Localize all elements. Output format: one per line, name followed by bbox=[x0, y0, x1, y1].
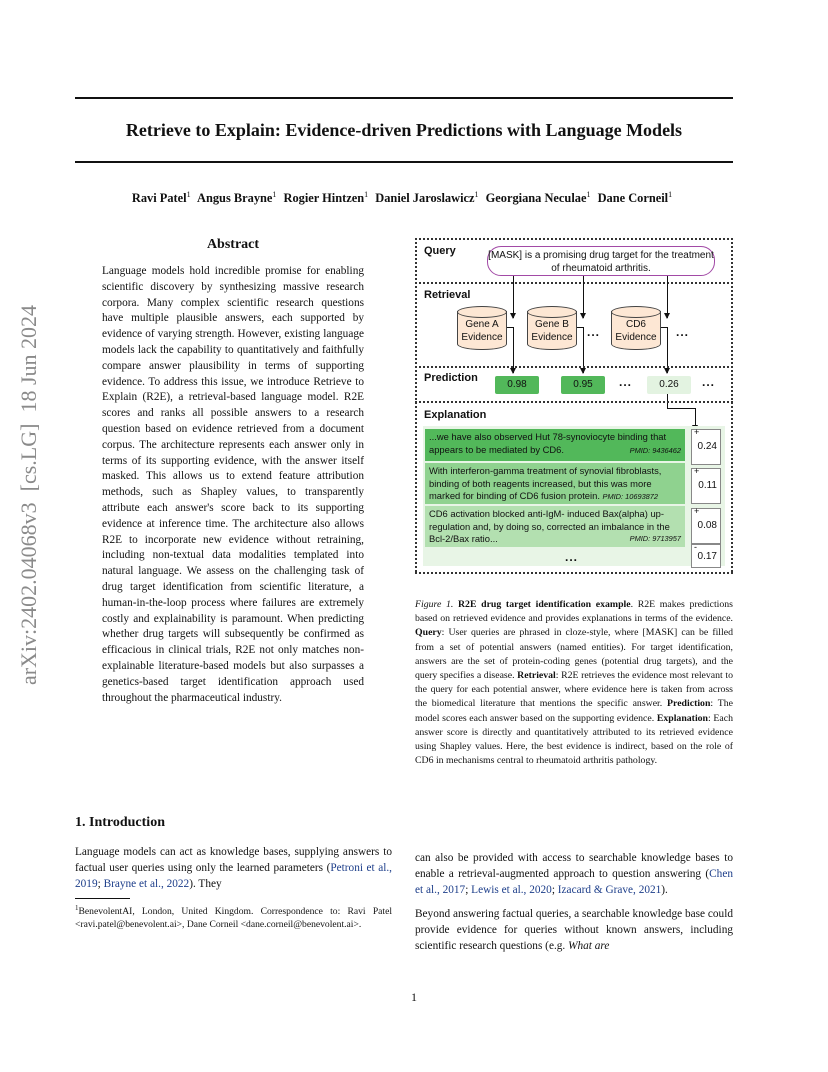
prediction-score-cd6: 0.26 bbox=[647, 376, 691, 394]
score-sign: + bbox=[694, 506, 700, 516]
score-value: 0.24 bbox=[697, 441, 717, 452]
prediction-divider bbox=[415, 401, 733, 403]
affiliation-mark: 1 bbox=[186, 190, 191, 199]
figure-border-left bbox=[415, 238, 417, 572]
section-heading: 1. Introduction bbox=[75, 815, 165, 830]
footnote bbox=[75, 902, 392, 931]
author: Angus Brayne bbox=[197, 191, 273, 206]
evidence-store-label: Gene A Evidence bbox=[461, 319, 503, 343]
prediction-ellipsis: ... bbox=[619, 375, 633, 389]
caption-term: Prediction bbox=[667, 698, 711, 710]
query-label: Query bbox=[424, 245, 456, 257]
arxiv-stamp bbox=[14, 260, 44, 730]
title-rule bbox=[75, 161, 733, 163]
citation-link[interactable]: Petroni et al., 2019 bbox=[75, 862, 392, 890]
caption-text: . R2E makes predictions based on retrieved evidence and provides explanations in terms of the evidence. bbox=[415, 599, 733, 625]
caption-text: : R2E retrieves the evidence most relevant to the query for each potential answer, where evidence here is taken from across the biomedical literature that mentions the specific answer. bbox=[415, 670, 733, 710]
author: Rogier Hintzen bbox=[283, 191, 365, 206]
shapley-score bbox=[691, 429, 721, 465]
shapley-score bbox=[691, 544, 721, 568]
evidence-store-cd6 bbox=[611, 306, 661, 350]
figure-1 bbox=[415, 236, 733, 578]
evidence-snippet bbox=[425, 506, 685, 547]
cylinder-top bbox=[457, 306, 507, 318]
score-value: 0.08 bbox=[697, 520, 717, 531]
paragraph: can also be provided with access to searchable knowledge bases to enable a retrieval-augmented approach to question answering (Chen et al., 2017; Lewis et al., 2020; Izacard & Grave, 2021). bbox=[415, 852, 733, 896]
paragraph bbox=[415, 906, 733, 954]
right-column-text bbox=[415, 850, 733, 962]
prediction-label: Prediction bbox=[424, 372, 478, 384]
evidence-snippet bbox=[425, 429, 685, 461]
pmid: PMID: 9436462 bbox=[629, 445, 681, 455]
caption-title: R2E drug target identification example bbox=[457, 599, 631, 610]
evidence-store-gene-b bbox=[527, 306, 577, 350]
figure-caption bbox=[415, 598, 733, 768]
query-arrow bbox=[583, 276, 584, 318]
caption-term: Explanation bbox=[656, 712, 709, 724]
author-list bbox=[75, 190, 733, 206]
evidence-text: CD6 activation blocked anti-IgM- induced Bax(alpha) up-regulation and, by doing so, corrected an imbalance in the Bcl-2/Bax ratio... bbox=[429, 508, 670, 545]
intro-paragraph bbox=[75, 844, 392, 892]
cylinder-top bbox=[611, 306, 661, 318]
author: Ravi Patel bbox=[131, 191, 187, 206]
pmid: PMID: 10693872 bbox=[602, 492, 659, 502]
evidence-snippet bbox=[425, 463, 685, 504]
score-sign: + bbox=[694, 427, 700, 437]
affiliation-mark: 1 bbox=[364, 190, 369, 199]
caption-term: Query bbox=[415, 627, 442, 639]
retrieval-ellipsis: ... bbox=[587, 325, 601, 339]
evidence-text: With interferon-gamma treatment of synovial fibroblasts, binding of both reagents increased, but this was more marked for binding of CD6 fusion protein. bbox=[429, 465, 662, 502]
paper-title: Retrieve to Explain: Evidence-driven Predictions with Language Models bbox=[125, 120, 683, 140]
retrieval-label: Retrieval bbox=[424, 289, 471, 301]
footnote-text: BenevolentAI, London, United Kingdom. Correspondence to: Ravi Patel <ravi.patel@benevolent.ai>, Dane Corneil <dane.corneil@benevolent.ai>. bbox=[75, 906, 392, 931]
caption-text: : Each answer score is directly and quantitatively attributed to its retrieved evidence using Shapley values. Here, the best evidence is indirect, based on the role of CD6 in mechanisms central to rheumatoid arthritis pathology. bbox=[415, 712, 733, 767]
prediction-score-gene-b: 0.95 bbox=[561, 376, 605, 394]
author: Dane Corneil bbox=[597, 191, 669, 206]
italic-text: What are bbox=[568, 940, 610, 952]
query-box: [MASK] is a promising drug target for the treatment of rheumatoid arthritis. bbox=[487, 246, 715, 276]
evidence-store-label: CD6 Evidence bbox=[615, 319, 657, 343]
prediction-score-gene-a: 0.98 bbox=[495, 376, 539, 394]
explanation-label: Explanation bbox=[424, 409, 487, 421]
score-sign: + bbox=[694, 466, 700, 476]
body-text: ). bbox=[661, 884, 668, 896]
citation-link[interactable]: Chen et al., 2017 bbox=[415, 868, 733, 896]
affiliation-mark: 1 bbox=[272, 190, 277, 199]
explanation-ellipsis: ... bbox=[565, 550, 579, 564]
citation-link[interactable]: Brayne et al., 2022 bbox=[103, 878, 190, 890]
abstract-heading: Abstract bbox=[206, 237, 260, 252]
prediction-ellipsis: ... bbox=[702, 375, 716, 389]
citation-link[interactable]: Lewis et al., 2020 bbox=[471, 884, 552, 896]
body-text: ). They bbox=[189, 878, 222, 890]
page-number: 1 bbox=[411, 990, 417, 1004]
evidence-store-gene-a bbox=[457, 306, 507, 350]
retrieval-divider bbox=[415, 366, 733, 368]
author: Daniel Jaroslawicz bbox=[375, 191, 475, 206]
top-rule bbox=[75, 97, 733, 99]
body-text: Beyond answering factual queries, a searchable knowledge base could provide evidence for queries without known answers, including scientific research questions (e.g. bbox=[415, 908, 733, 952]
score-value: 0.11 bbox=[698, 480, 717, 491]
body-text: ; bbox=[97, 878, 104, 890]
footnote-rule bbox=[75, 898, 130, 899]
figure-border-right bbox=[731, 238, 733, 572]
body-text: can also be provided with access to searchable knowledge bases to enable a retrieval-augmented approach to question answering ( bbox=[415, 852, 733, 880]
cylinder-top bbox=[527, 306, 577, 318]
citation-link[interactable]: Izacard & Grave, 2021 bbox=[557, 884, 662, 896]
query-divider bbox=[415, 282, 733, 284]
explanation-connector bbox=[667, 408, 695, 409]
affiliation-mark: 1 bbox=[474, 190, 479, 199]
shapley-score bbox=[691, 468, 721, 504]
evidence-text: ...we have also observed Hut 78-synoviocyte binding that appears to be mediated by CD6. bbox=[429, 431, 667, 455]
score-sign: - bbox=[694, 542, 697, 552]
evidence-store-label: Gene B Evidence bbox=[531, 319, 573, 343]
figure-border-bottom bbox=[415, 572, 733, 574]
shapley-score bbox=[691, 508, 721, 544]
footnote-marker: 1 bbox=[75, 904, 79, 912]
body-text: Language models can act as knowledge bases, supplying answers to factual user queries using only the learned parameters ( bbox=[75, 846, 392, 874]
query-arrow bbox=[667, 276, 668, 318]
caption-label: Figure 1. bbox=[415, 599, 454, 610]
author: Georgiana Neculae bbox=[485, 191, 587, 206]
score-value: 0.17 bbox=[697, 551, 717, 562]
abstract-text: Language models hold incredible promise for enabling scientific discovery by synthesizing massive research corpora. Many complex scientific research questions have multiple plausible answers, each supported by evidence of varying strength. However, existing language models lack the capability to quantitatively and faithfully compare answer plausibility in terms of supporting evidence. To address this issue, we introduce Retrieve to Explain (R2E), a retrieval-based language model. R2E scores and ranks all possible answers to a research question based on evidence retrieved from a document corpus. The architecture represents each answer only in terms of its supporting evidence, with the answer itself masked. This allows us to extend feature attribution methods, such as Shapley values, to transparently attribute each answer's score back to its supporting evidence at inference time. The architecture also allows R2E to incorporate new evidence without retraining, including non-textual data modalities templated into natural language. We assess on the challenging task of drug target identification from scientific literature, a human-in-the-loop process where failures are extremely costly and explainability is paramount. When predicting whether drug targets will subsequently be confirmed as efficacious in clinical trials, R2E not only matches non-explainable literature-based models but also surpasses a genetics-based target identification approach used throughout the pharmaceutical industry. bbox=[102, 265, 364, 704]
retrieval-ellipsis: ... bbox=[676, 325, 690, 339]
caption-text: : User queries are phrased in cloze-style, where [MASK] can be filled from a set of potential answers (named entities). For target identification, answers are the set of protein-coding genes (potential drug targets), and the query specifies a disease. bbox=[415, 627, 733, 682]
caption-term: Retrieval bbox=[517, 670, 556, 682]
affiliation-mark: 1 bbox=[586, 190, 591, 199]
pmid: PMID: 9713957 bbox=[629, 534, 681, 544]
arxiv-id: arXiv:2402.04068v3 [cs.LG] 18 Jun 2024 bbox=[16, 304, 41, 686]
figure-border-top bbox=[415, 238, 733, 240]
affiliation-mark: 1 bbox=[668, 190, 673, 199]
caption-text: : The model scores each answer based on the supporting evidence. bbox=[415, 698, 733, 724]
query-arrow bbox=[513, 276, 514, 318]
